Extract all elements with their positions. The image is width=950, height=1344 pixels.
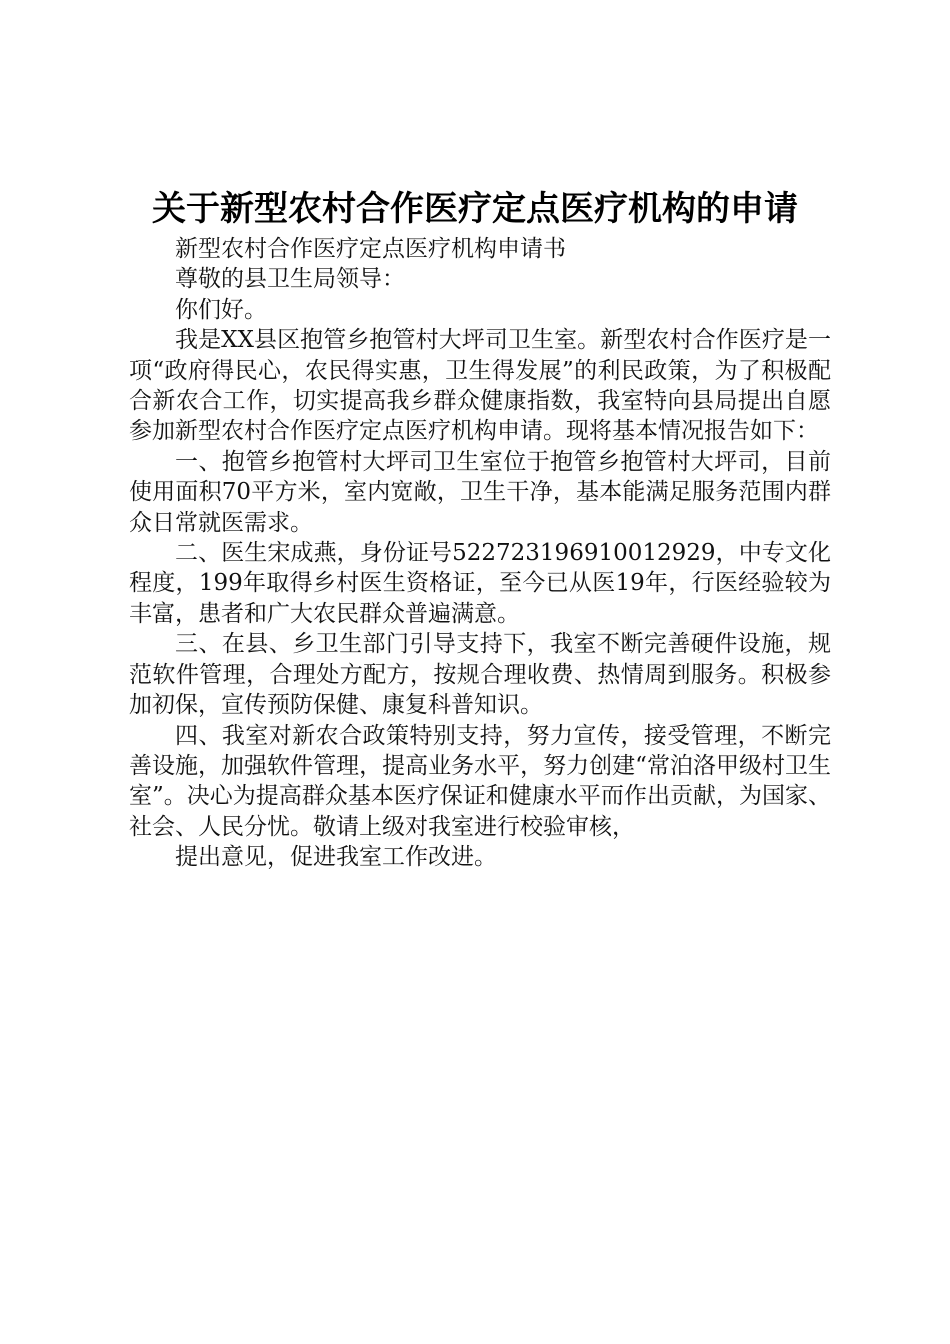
- paragraph-closing: 提出意见，促进我室工作改进。: [175, 844, 497, 871]
- paragraph-intro: 我是XX县区抱管乡抱管村大坪司卫生室。新型农村合作医疗是一项“政府得民心，农民得实惠，卫生得发展”的利民政策，为了积极配合新农合工作，切实提高我乡群众健康指数，我室特向县局提出自愿参加新型农村合作医疗定点医疗机构申请。现将基本情况报告如下：: [129, 327, 831, 445]
- paragraph-item-3: 三、在县、乡卫生部门引导支持下，我室不断完善硬件设施，规范软件管理，合理处方配方，按规合理收费、热情周到服务。积极参加初保，宣传预防保健、康复科普知识。: [129, 631, 831, 719]
- document-body: [129, 234, 831, 873]
- document-title: 关于新型农村合作医疗定点医疗机构的申请: [152, 189, 798, 229]
- paragraph-subtitle: 新型农村合作医疗定点医疗机构申请书: [175, 236, 566, 262]
- paragraph-item-4: 四、我室对新农合政策特别支持，努力宣传，接受管理，不断完善设施，加强软件管理，提高业务水平，努力创建“常泊洛甲级村卫生室”。决心为提高群众基本医疗保证和健康水平而作出贡献，为国家、社会、人民分忧。敬请上级对我室进行校验审核，: [129, 722, 831, 840]
- paragraph-item-1: 一、抱管乡抱管村大坪司卫生室位于抱管乡抱管村大坪司，目前使用面积70平方米，室内宽敞，卫生干净，基本能满足服务范围内群众日常就医需求。: [129, 448, 831, 536]
- paragraph-salutation: 尊敬的县卫生局领导：: [175, 266, 405, 293]
- paragraph-greeting: 你们好。: [175, 296, 267, 323]
- paragraph-item-2: 二、医生宋成燕，身份证号522723196910012929，中专文化程度，199年取得乡村医生资格证，至今已从医19年，行医经验较为丰富，患者和广大农民群众普遍满意。: [129, 540, 831, 627]
